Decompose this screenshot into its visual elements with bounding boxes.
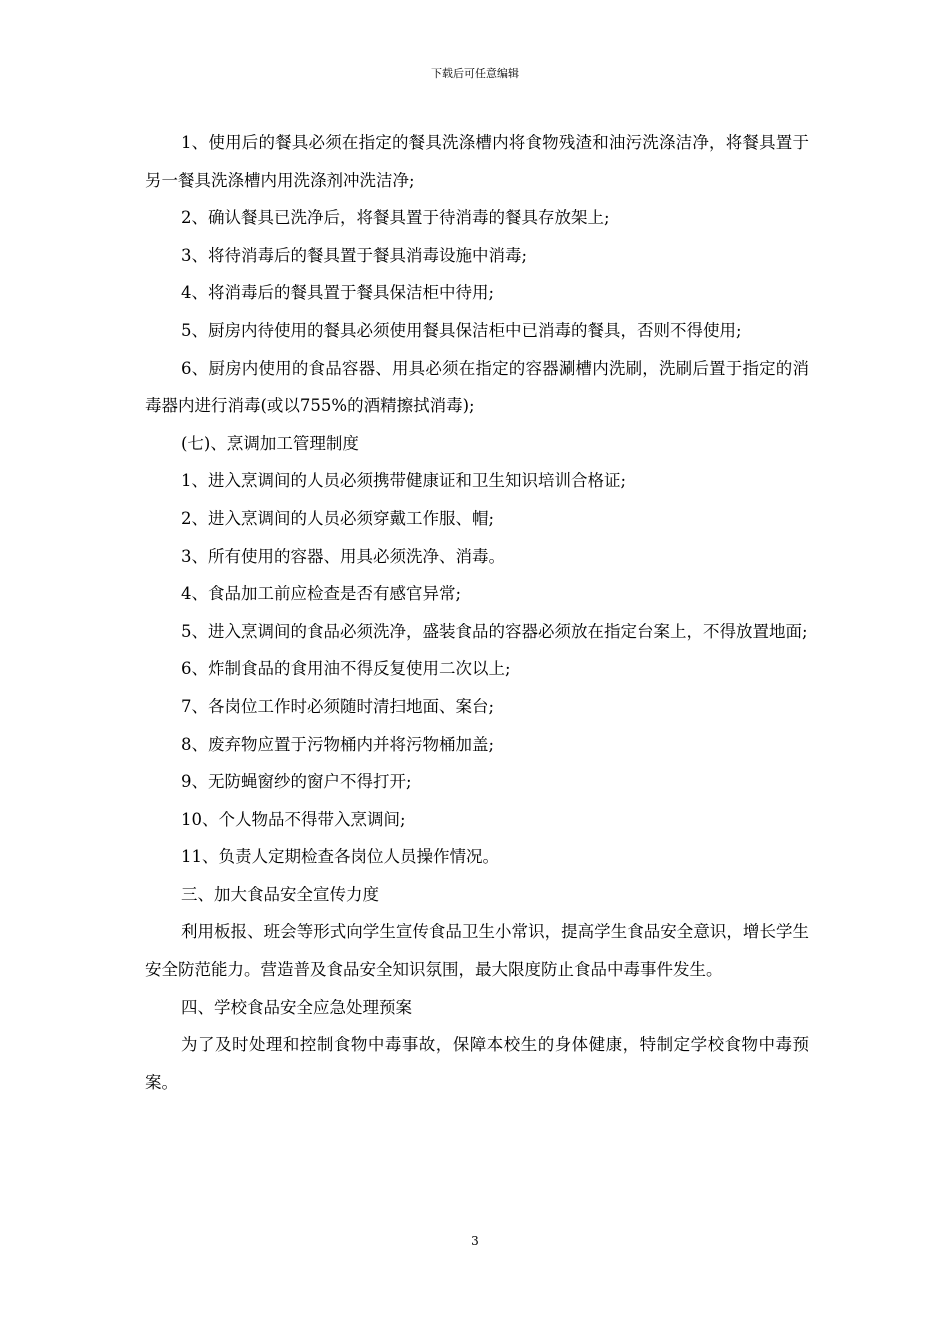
paragraph-publicity: 利用板报、班会等形式向学生宣传食品卫生小常识，提高学生食品安全意识，增长学生安全防范能力。营造普及食品安全知识氛围，最大限度防止食品中毒事件发生。	[145, 922, 809, 980]
paragraph-cooking-11: 11、负责人定期检查各岗位人员操作情况。	[181, 847, 499, 867]
paragraph-emergency: 为了及时处理和控制食物中毒事故，保障本校生的身体健康，特制定学校食物中毒预案。	[145, 1035, 809, 1092]
paragraph-cooking-10: 10、个人物品不得带入烹调间;	[181, 809, 406, 829]
paragraph-cooking-9: 9、无防蝇窗纱的窗户不得打开;	[181, 772, 412, 792]
paragraph-cooking-6: 6、炸制食品的食用油不得反复使用二次以上;	[181, 659, 511, 679]
paragraph-cooking-8: 8、废弃物应置于污物桶内并将污物桶加盖;	[181, 734, 495, 754]
paragraph-cooking-1: 1、进入烹调间的人员必须携带健康证和卫生知识培训合格证;	[181, 471, 627, 491]
paragraph-dish-disinfect: 3、将待消毒后的餐具置于餐具消毒设施中消毒;	[181, 245, 528, 265]
document-body	[145, 124, 809, 1101]
page-number: 3	[471, 1234, 479, 1248]
paragraph-dish-wash: 1、使用后的餐具必须在指定的餐具洗涤槽内将食物残渣和油污洗涤洁净，将餐具置于另一餐具洗涤槽内用洗涤剂冲洗洁净;	[145, 133, 809, 190]
paragraph-container-wash: 6、厨房内使用的食品容器、用具必须在指定的容器涮槽内洗刷，洗刷后置于指定的消毒器内进行消毒(或以755%的酒精擦拭消毒);	[145, 358, 809, 416]
section-heading-cooking: (七)、烹调加工管理制度	[181, 433, 359, 453]
paragraph-dish-use: 5、厨房内待使用的餐具必须使用餐具保洁柜中已消毒的餐具，否则不得使用;	[181, 320, 742, 340]
paragraph-cooking-5: 5、进入烹调间的食品必须洗净，盛装食品的容器必须放在指定台案上，不得放置地面;	[181, 621, 808, 641]
paragraph-cooking-3: 3、所有使用的容器、用具必须洗净、消毒。	[181, 546, 505, 566]
paragraph-cooking-4: 4、食品加工前应检查是否有感官异常;	[181, 584, 462, 604]
page-header: 下载后可任意编辑	[431, 67, 519, 80]
paragraph-dish-store: 4、将消毒后的餐具置于餐具保洁柜中待用;	[181, 283, 495, 303]
section-heading-publicity: 三、加大食品安全宣传力度	[181, 884, 379, 904]
paragraph-dish-confirm: 2、确认餐具已洗净后，将餐具置于待消毒的餐具存放架上;	[181, 208, 610, 228]
section-heading-emergency: 四、学校食品安全应急处理预案	[181, 997, 412, 1017]
paragraph-cooking-7: 7、各岗位工作时必须随时清扫地面、案台;	[181, 696, 495, 716]
paragraph-cooking-2: 2、进入烹调间的人员必须穿戴工作服、帽;	[181, 508, 495, 528]
